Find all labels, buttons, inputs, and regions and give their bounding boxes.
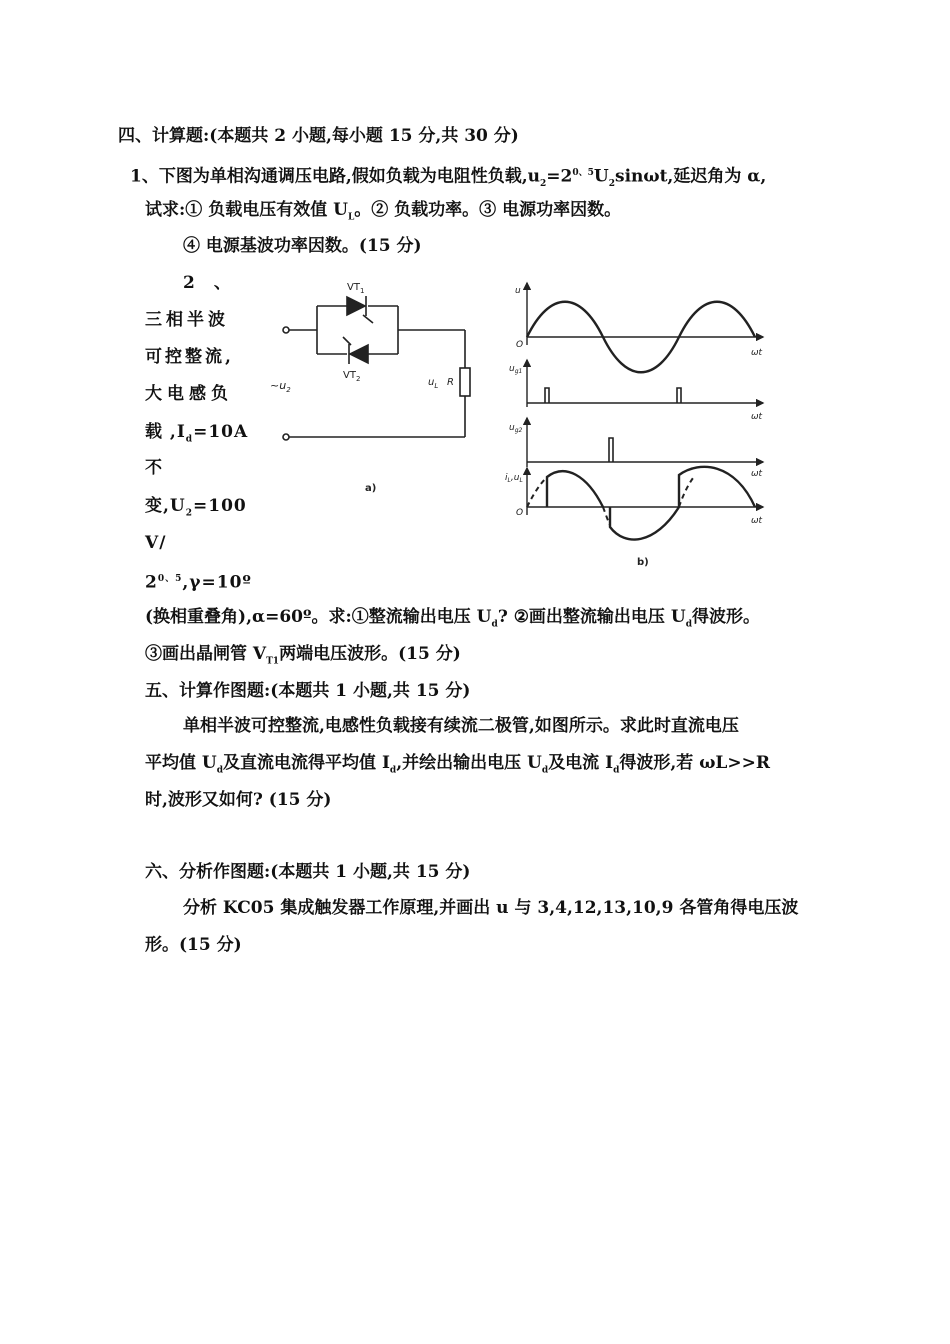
q2-row: 载 $,I_d=10A$: [145, 422, 249, 445]
vt2-thyristor: [350, 345, 368, 363]
svg-text:ωt: ωt: [751, 516, 763, 526]
ug2-pulses: [609, 438, 613, 462]
resistor-r: [460, 368, 470, 396]
svg-text:R: R: [447, 377, 454, 388]
q1-line2: 试求:① 负载电压有效值 $U_L$。② 负载功率。③ 电源功率因数。: [145, 200, 622, 223]
waveform-diagram: [505, 275, 775, 575]
vt1-thyristor: [347, 297, 365, 315]
iL-uL-dashed: [527, 477, 547, 507]
q2-row: 三相半波: [145, 310, 229, 330]
q2-line-b: ③画出晶闸管 $V_{T1}$两端电压波形。(15 分): [145, 644, 461, 667]
q2-row: $2^{0、5},\gamma=10º$: [145, 572, 252, 593]
section4-title: 四、计算题:(本题共 2 小题,每小题 15 分,共 30 分): [118, 126, 519, 146]
q2-line-a: (换相重叠角),α=60º。求:①整流输出电压 $U_d$? ②画出整流输出电压 $U_d$得波形。: [145, 607, 760, 630]
svg-text:u: u: [515, 286, 521, 296]
section6-p2: 形。(15 分): [145, 935, 242, 955]
terminal-bottom: [283, 434, 289, 440]
svg-text:O: O: [516, 340, 524, 350]
svg-text:ωt: ωt: [751, 348, 763, 358]
section6-title: 六、分析作图题:(本题共 1 小题,共 15 分): [145, 862, 471, 882]
svg-text:VT2: $VT_2$: [343, 370, 361, 383]
q2-row: 不: [145, 458, 163, 478]
svg-text:ωt: ωt: [751, 412, 763, 422]
svg-text:VT1: $VT_1$: [347, 282, 365, 295]
q2-row: V/: [145, 533, 167, 553]
svg-text:b): b): [637, 557, 649, 568]
svg-text:ug1: $u_{g1}$: [509, 364, 523, 375]
section5-title: 五、计算作图题:(本题共 1 小题,共 15 分): [145, 681, 471, 701]
svg-text:a): a): [365, 483, 377, 494]
svg-text:O: O: [516, 508, 524, 518]
q2-row: 大电感负: [145, 384, 233, 404]
terminal-top: [283, 327, 289, 333]
q2-row: 可控整流,: [145, 347, 234, 367]
svg-text:ωt: ωt: [751, 469, 763, 479]
q2-number: 2 、: [183, 273, 232, 293]
section5-p3: 时,波形又如何? (15 分): [145, 790, 332, 810]
ug1-pulses: [545, 388, 681, 403]
iL-uL-dashed-3: [679, 478, 693, 507]
svg-text:uL: $u_L$: [428, 377, 439, 390]
svg-text:ug2: $u_{g2}$: [509, 423, 523, 434]
svg-text:iL,uL: $i_L,u_L$: [505, 473, 523, 484]
q2-row: 变$,U_2=100$: [145, 496, 247, 519]
section5-p2: 平均值 $U_d$及直流电流得平均值 $I_d$,并绘出输出电压 $U_d$及电流 $I_d$得波形,若 ωL>>R: [145, 753, 770, 776]
q1-line1: 1、下图为单相沟通调压电路,假如负载为电阻性负载$,u_2=2^{0、5}U_2\sin\omega t$,延迟角为 α,: [130, 166, 767, 190]
svg-text:~u2: $\sim u_2$: [270, 379, 291, 394]
iL-uL-wave-1: [547, 471, 603, 507]
section5-p1: 单相半波可控整流,电感性负载接有续流二极管,如图所示。求此时直流电压: [183, 716, 739, 736]
q1-line3: ④ 电源基波功率因数。(15 分): [183, 236, 422, 256]
section6-p1: 分析 KC05 集成触发器工作原理,并画出 u 与 3,4,12,13,10,9 各管角得电压波: [183, 898, 799, 918]
iL-uL-wave-2: [610, 507, 679, 540]
circuit-diagram: [255, 275, 495, 505]
iL-uL-wave-3: [679, 467, 755, 507]
